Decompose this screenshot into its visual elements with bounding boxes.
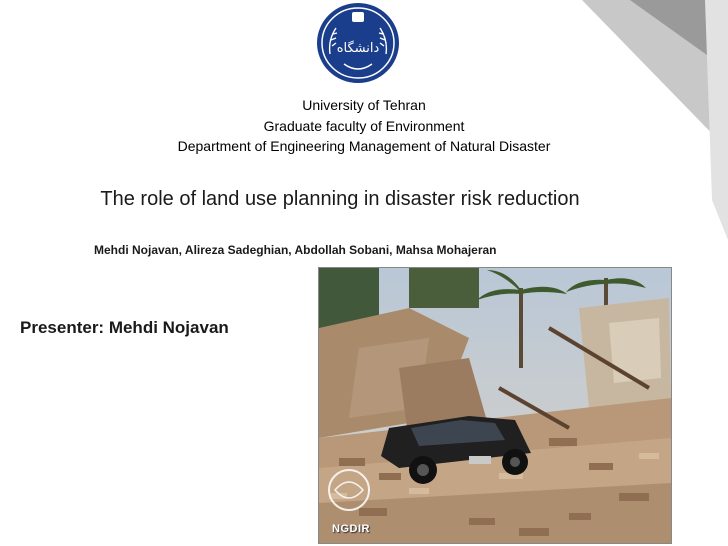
presenter-name: Presenter: Mehdi Nojavan	[20, 318, 229, 337]
department-name: Department of Engineering Management of Natural Disaster	[177, 138, 551, 154]
authors-list: Mehdi Nojavan, Alireza Sadeghian, Abdollah Sobani, Mahsa Mohajeran	[94, 243, 497, 257]
ngdir-label: NGDIR	[332, 523, 370, 535]
university-name: University of Tehran	[302, 97, 426, 113]
rubble-image	[319, 268, 671, 543]
university-logo	[316, 2, 400, 84]
earthquake-rubble-photo	[318, 267, 672, 544]
ngdir-watermark	[325, 523, 377, 535]
faculty-name: Graduate faculty of Environment	[263, 118, 465, 134]
presentation-title: The role of land use planning in disaster risk reduction	[100, 188, 580, 210]
university-seal-icon	[316, 2, 400, 84]
logo-script: دانشگاه	[336, 41, 380, 56]
